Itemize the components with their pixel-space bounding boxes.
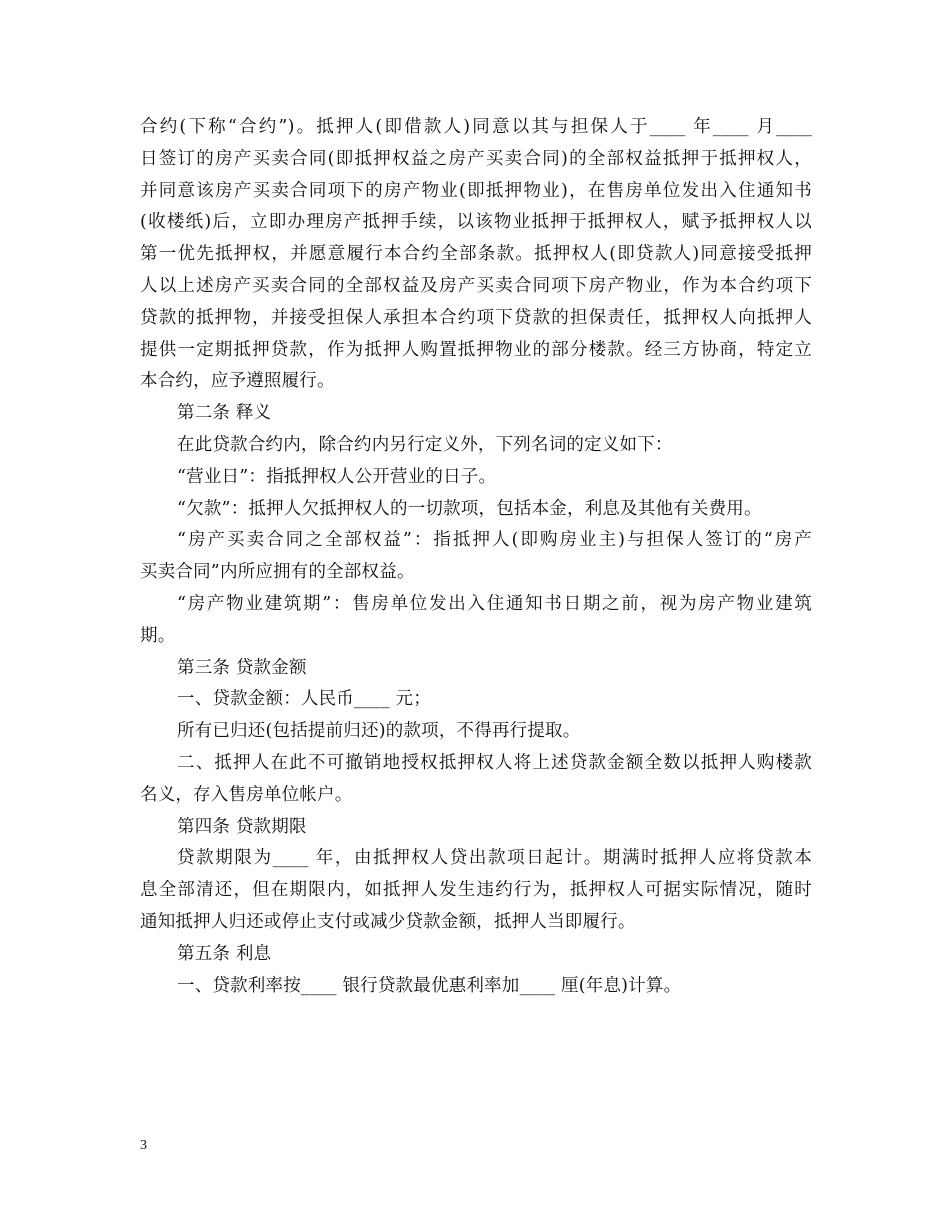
paragraph-line: 在此贷款合约内，除合约内另行定义外，下列名词的定义如下： [177,434,673,455]
paragraph-line: 提供一定期抵押贷款，作为抵押人购置抵押物业的部分楼款。经三方协商，特定立 [140,339,812,360]
article-heading: 第三条 贷款金额 [177,657,307,678]
article-heading: 第二条 释义 [177,403,272,424]
paragraph-line: 贷款的抵押物，并接受担保人承担本合约项下贷款的担保责任，抵押权人向抵押人 [140,307,812,328]
paragraph-line: 名义，存入售房单位帐户。 [140,784,353,805]
definition-line: “欠款”：抵押人欠抵押权人的一切款项，包括本金，利息及其他有关费用。 [177,498,762,519]
definition-line: 期。 [140,625,176,646]
paragraph-line: 息全部清还，但在期限内，如抵押人发生违约行为，抵押权人可据实际情况，随时 [140,880,812,901]
article-heading: 第四条 贷款期限 [177,816,307,837]
paragraph-line: 一、贷款利率按____ 银行贷款最优惠利率加____ 厘(年息)计算。 [177,975,682,996]
paragraph-line: 二、抵押人在此不可撤销地授权抵押权人将上述贷款金额全数以抵押人购楼款 [177,752,812,773]
definition-line: “房产物业建筑期”：售房单位发出入住通知书日期之前，视为房产物业建筑 [177,593,812,614]
paragraph-line: 并同意该房产买卖合同项下的房产物业(即抵押物业)，在售房单位发出入住通知书 [140,180,812,201]
page-number: 3 [140,1138,147,1153]
paragraph-line: 第一优先抵押权，并愿意履行本合约全部条款。抵押权人(即贷款人)同意接受抵押 [140,244,812,265]
paragraph-line: 本合约，应予遵照履行。 [140,371,335,392]
paragraph-line: 合约(下称“合约”)。抵押人(即借款人)同意以其与担保人于____ 年____ 月____ [140,117,812,137]
paragraph-line: 通知抵押人归还或停止支付或减少贷款金额，抵押人当即履行。 [140,911,636,932]
paragraph-line: 一、贷款金额：人民币____ 元； [177,689,431,710]
definition-line: 买卖合同”内所应拥有的全部权益。 [140,562,415,583]
paragraph-line: (收楼纸)后，立即办理房产抵押手续，以该物业抵押于抵押权人，赋予抵押权人以 [140,212,812,233]
paragraph-line: 日签订的房产买卖合同(即抵押权益之房产买卖合同)的全部权益抵押于抵押权人， [140,148,812,169]
article-heading: 第五条 利息 [177,943,272,964]
paragraph-line: 所有已归还(包括提前归还)的款项，不得再行提取。 [177,721,581,742]
document-body [140,112,812,1002]
definition-line: “营业日”：指抵押权人公开营业的日子。 [177,466,497,487]
paragraph-line: 贷款期限为____ 年，由抵押权人贷出款项日起计。期满时抵押人应将贷款本 [177,848,812,869]
definition-line: “房产买卖合同之全部权益”：指抵押人(即购房业主)与担保人签订的“房产 [177,530,812,551]
paragraph-line: 人以上述房产买卖合同的全部权益及房产买卖合同项下房产物业，作为本合约项下 [140,275,812,296]
